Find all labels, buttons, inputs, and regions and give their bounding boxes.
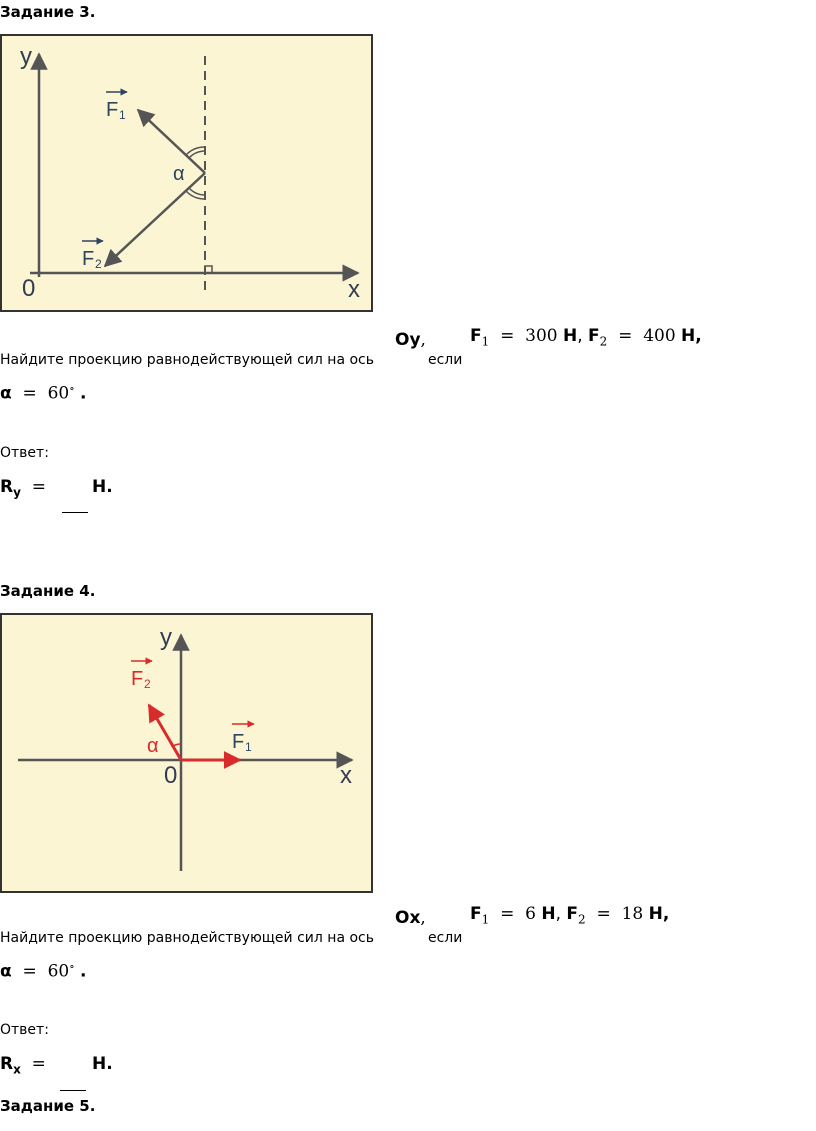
task3-f1-sub: 1 [119,108,126,122]
task4-answer-blank[interactable] [60,1090,86,1091]
task3-given-forces: $F_1 = 300$ Н, $F_2 = 400$ Н, [470,326,702,349]
task4-given-forces: $F_1 = 6$ Н, $F_2 = 18$ Н, [470,904,670,927]
task4-answer-unit: Н. [92,1054,113,1074]
task4-answer-expression: $R_x$ = [0,1054,46,1077]
task4-question: Найдите проекцию равнодействующей сил на ось [0,930,374,946]
task3-figure [0,34,374,312]
task4-origin-label: 0 [164,762,178,789]
task4-given-angle: α = 60∘ . [0,960,87,982]
task4-f1-label: F [232,731,245,753]
task3-heading: Задание 3. [0,3,96,21]
task3-figure-background [1,35,372,311]
task4-figure [0,613,374,893]
task4-figure-background [1,614,372,892]
task3-answer-unit: Н. [92,477,113,497]
task3-alpha-label: α [173,163,185,185]
task4-x-label: x [340,762,352,789]
task3-axis-name: Oy, [395,330,426,350]
task3-question: Найдите проекцию равнодействующей сил на ось [0,352,374,368]
task4-f2-sub: 2 [144,677,151,691]
task4-alpha-label: α [147,735,159,757]
task3-f1-label: F [106,99,119,121]
task4-axis-name: Ox, [395,908,426,928]
task3-f2-label: F [82,248,95,270]
task4-f1-sub: 1 [245,740,252,754]
task3-y-label: y [20,43,32,70]
task4-y-label: y [160,624,172,651]
task5-heading: Задание 5. [0,1097,96,1115]
task3-answer-expression: $R_y$ = [0,477,46,500]
task3-answer-label: Ответ: [0,445,49,461]
task3-f2-sub: 2 [95,257,102,271]
task4-answer-label: Ответ: [0,1022,49,1038]
task3-if: если [428,352,463,368]
task3-answer-blank[interactable] [62,512,88,513]
task4-f2-label: F [131,668,144,690]
task3-x-label: x [348,276,360,303]
task3-given-angle: α = 60∘ . [0,382,87,404]
task4-heading: Задание 4. [0,582,96,600]
task3-origin-label: 0 [22,275,36,302]
task4-if: если [428,930,463,946]
